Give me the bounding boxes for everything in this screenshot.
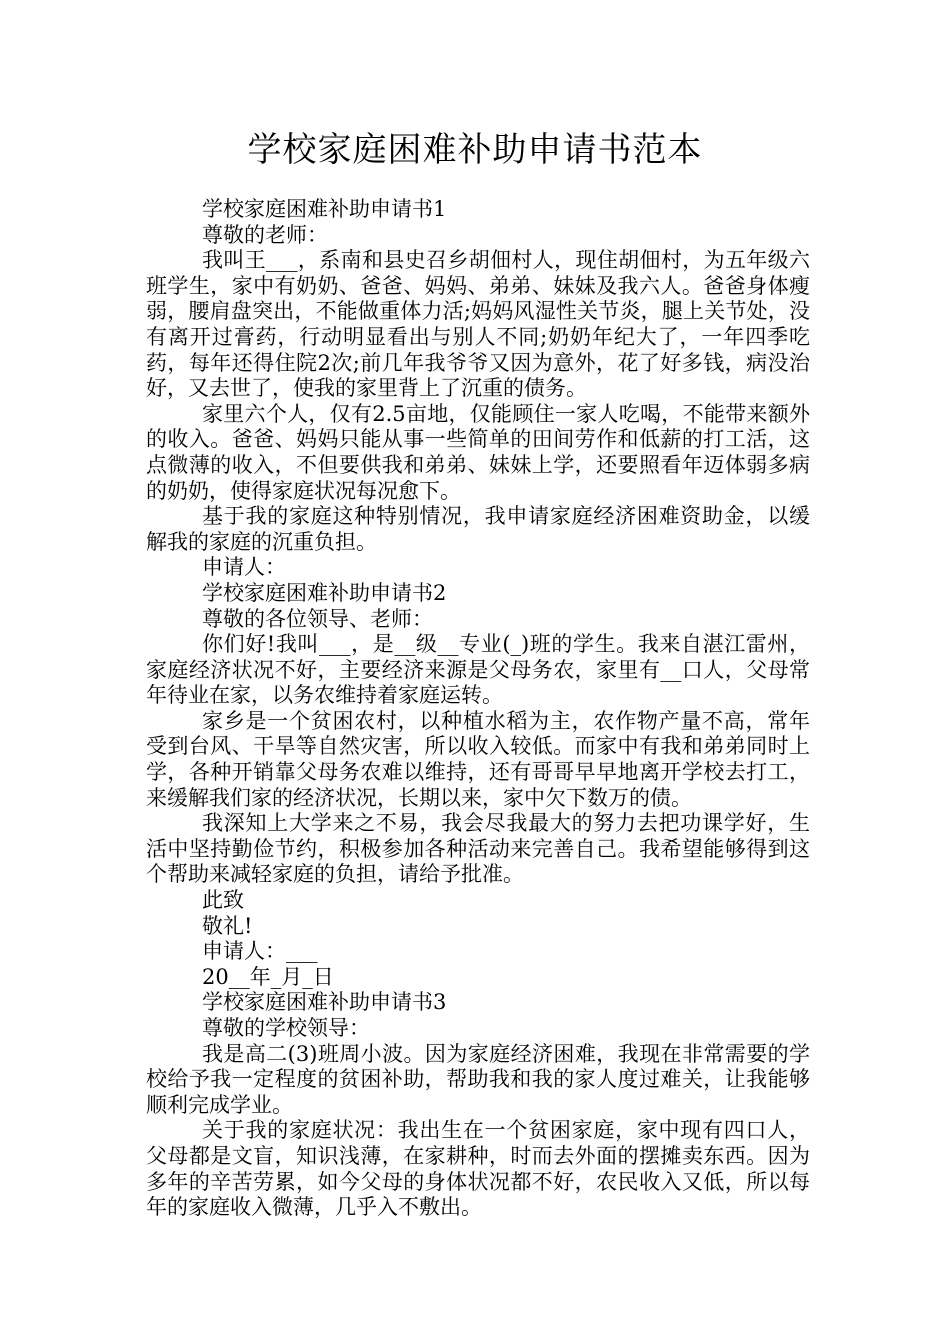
body-paragraph: 我叫王___，系南和县史召乡胡佃村人，现住胡佃村，为五年级六班学生，家中有奶奶、爸爸、妈妈、弟弟、妹妹及我六人。爸爸身体瘦弱，腰肩盘突出，不能做重体力活;妈妈风湿性关节炎，腿上关节处，没有离开过膏药，行动明显看出与别人不同;奶奶年纪大了，一年四季吃药，每年还得住院2次;前几年我爷爷又因为意外，花了好多钱，病没治好，又去世了，使我的家里背上了沉重的债务。 <box>146 248 810 401</box>
body-line: 学校家庭困难补助申请书2 <box>202 580 447 605</box>
body-line: 此致 <box>202 888 244 913</box>
document-body <box>146 197 810 1221</box>
body-paragraph: 基于我的家庭这种特别情况，我申请家庭经济困难资助金，以缓解我的家庭的沉重负担。 <box>146 504 810 554</box>
body-line: 学校家庭困难补助申请书1 <box>202 197 447 221</box>
body-line: 20__年_月_日 <box>202 964 334 989</box>
body-paragraph: 家乡是一个贫困农村，以种植水稻为主，农作物产量不高，常年受到台风、干旱等自然灾害，所以收入较低。而家中有我和弟弟同时上学，各种开销靠父母务农难以维持，还有哥哥早早地离开学校去打工，来缓解我们家的经济状况，长期以来，家中欠下数万的债。 <box>146 708 810 810</box>
body-line: 申请人： <box>202 555 286 580</box>
body-paragraph: 你们好!我叫___，是__级__专业(_)班的学生。我来自湛江雷州，家庭经济状况不好，主要经济来源是父母务农，家里有__口人，父母常年待业在家，以务农维持着家庭运转。 <box>146 632 810 708</box>
body-paragraph: 我深知上大学来之不易，我会尽我最大的努力去把功课学好，生活中坚持勤俭节约，积极参加各种活动来完善自己。我希望能够得到这个帮助来减轻家庭的负担，请给予批准。 <box>146 811 810 887</box>
body-paragraph: 关于我的家庭状况：我出生在一个贫困家庭，家中现有四口人，父母都是文盲，知识浅薄，在家耕种，时而去外面的摆摊卖东西。因为多年的辛苦劳累，如今父母的身体状况都不好，农民收入又低，所以每年的家庭收入微薄，几乎入不敷出。 <box>146 1118 810 1220</box>
body-line: 申请人：___ <box>202 939 318 964</box>
body-line: 尊敬的老师： <box>202 222 328 247</box>
body-paragraph: 我是高二(3)班周小波。因为家庭经济困难，我现在非常需要的学校给予我一定程度的贫困补助，帮助我和我的家人度过难关，让我能够顺利完成学业。 <box>146 1041 810 1117</box>
body-paragraph: 家里六个人，仅有2.5亩地，仅能顾住一家人吃喝，不能带来额外的收入。爸爸、妈妈只能从事一些简单的田间劳作和低薪的打工活，这点微薄的收入，不但要供我和弟弟、妹妹上学，还要照看年迈体弱多病的奶奶，使得家庭状况每况愈下。 <box>146 401 810 503</box>
body-line: 学校家庭困难补助申请书3 <box>202 990 447 1015</box>
body-line: 尊敬的各位领导、老师： <box>202 606 433 631</box>
document-title: 学校家庭困难补助申请书范本 <box>247 130 703 170</box>
body-line: 尊敬的学校领导： <box>202 1016 370 1040</box>
body-line: 敬礼! <box>202 913 253 938</box>
